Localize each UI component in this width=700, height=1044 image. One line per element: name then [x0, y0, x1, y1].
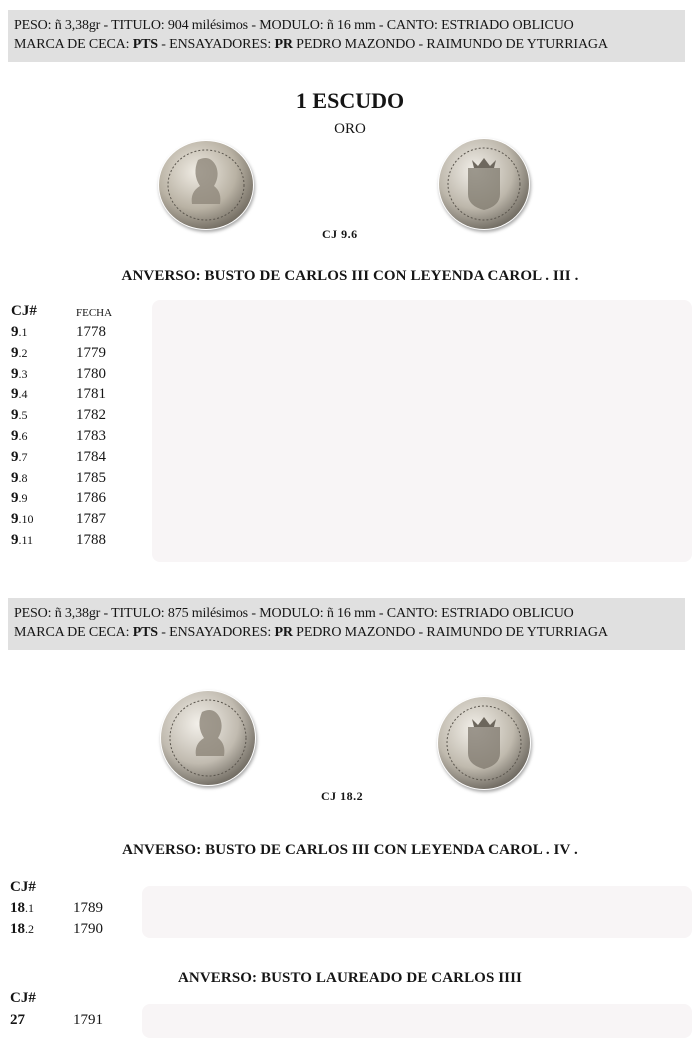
- col-header-fecha: FECHA: [76, 307, 113, 319]
- coin-reverse-image-2: [437, 696, 531, 790]
- table-row: 9.9 1786: [11, 490, 106, 507]
- table-shade-3: [142, 1004, 692, 1038]
- table-shade-2: [142, 886, 692, 938]
- table-row: 9.3 1780: [11, 365, 106, 382]
- table-row: 18.2 1790: [10, 920, 103, 937]
- catalog-table-2: [10, 900, 210, 942]
- obverse-heading-3: ANVERSO: BUSTO LAUREADO DE CARLOS IIII: [177, 970, 522, 986]
- obverse-heading-1: ANVERSO: BUSTO DE CARLOS III CON LEYENDA CAROL . III .: [121, 268, 579, 284]
- table-row: 18.1 1789: [10, 900, 103, 916]
- assayer-mark: PR: [274, 37, 293, 52]
- specs-line-weight: PESO: ñ 3,38gr - TITULO: 875 milésimos - MODULO: ñ 16 mm - CANTO: ESTRIADO OBLICUO: [14, 606, 574, 621]
- col-header-cj-2: CJ#: [10, 879, 36, 895]
- col-header-cj-3: CJ#: [10, 990, 36, 1006]
- specs-band-2: [8, 598, 685, 650]
- catalog-table-3: [10, 1012, 210, 1033]
- obverse-heading-2: ANVERSO: BUSTO DE CARLOS III CON LEYENDA CAROL . IV .: [122, 842, 578, 858]
- table-row: 27 1791: [10, 1012, 103, 1028]
- table-row: 9.10 1787: [11, 511, 106, 528]
- table-shade-1: [152, 300, 692, 562]
- table-row: 9.7 1784: [11, 448, 106, 465]
- catalog-table-1: [11, 324, 211, 553]
- col-header-cj-1: CJ#: [11, 303, 37, 319]
- coin-caption-1: CJ 9.6: [322, 227, 358, 241]
- table-row: 9.1 1778: [11, 324, 106, 340]
- specs-line-mint: MARCA DE CECA: PTS - ENSAYADORES: PR PEDRO MAZONDO - RAIMUNDO DE YTURRIAGA: [14, 625, 608, 640]
- specs-line-mint: MARCA DE CECA: PTS - ENSAYADORES: PR PEDRO MAZONDO - RAIMUNDO DE YTURRIAGA: [14, 37, 608, 52]
- coin-reverse-image-1: [438, 138, 530, 230]
- coin-obverse-image-1: [158, 140, 254, 230]
- table-row: 9.5 1782: [11, 407, 106, 424]
- table-row: 9.2 1779: [11, 344, 106, 361]
- mint-mark: PTS: [132, 37, 158, 52]
- assayer-mark: PR: [274, 625, 293, 640]
- specs-line-weight: PESO: ñ 3,38gr - TITULO: 904 milésimos - MODULO: ñ 16 mm - CANTO: ESTRIADO OBLICUO: [14, 18, 574, 33]
- coin-caption-2: CJ 18.2: [321, 789, 364, 803]
- metal-subtitle: ORO: [334, 121, 366, 137]
- table-row: 9.8 1785: [11, 469, 106, 486]
- table-row: 9.6 1783: [11, 427, 106, 444]
- denomination-title: 1 ESCUDO: [295, 88, 405, 113]
- table-row: 9.11 1788: [11, 531, 106, 548]
- mint-mark: PTS: [132, 625, 158, 640]
- specs-band-1: [8, 10, 685, 62]
- coin-obverse-image-2: [160, 690, 256, 786]
- table-row: 9.4 1781: [11, 386, 106, 403]
